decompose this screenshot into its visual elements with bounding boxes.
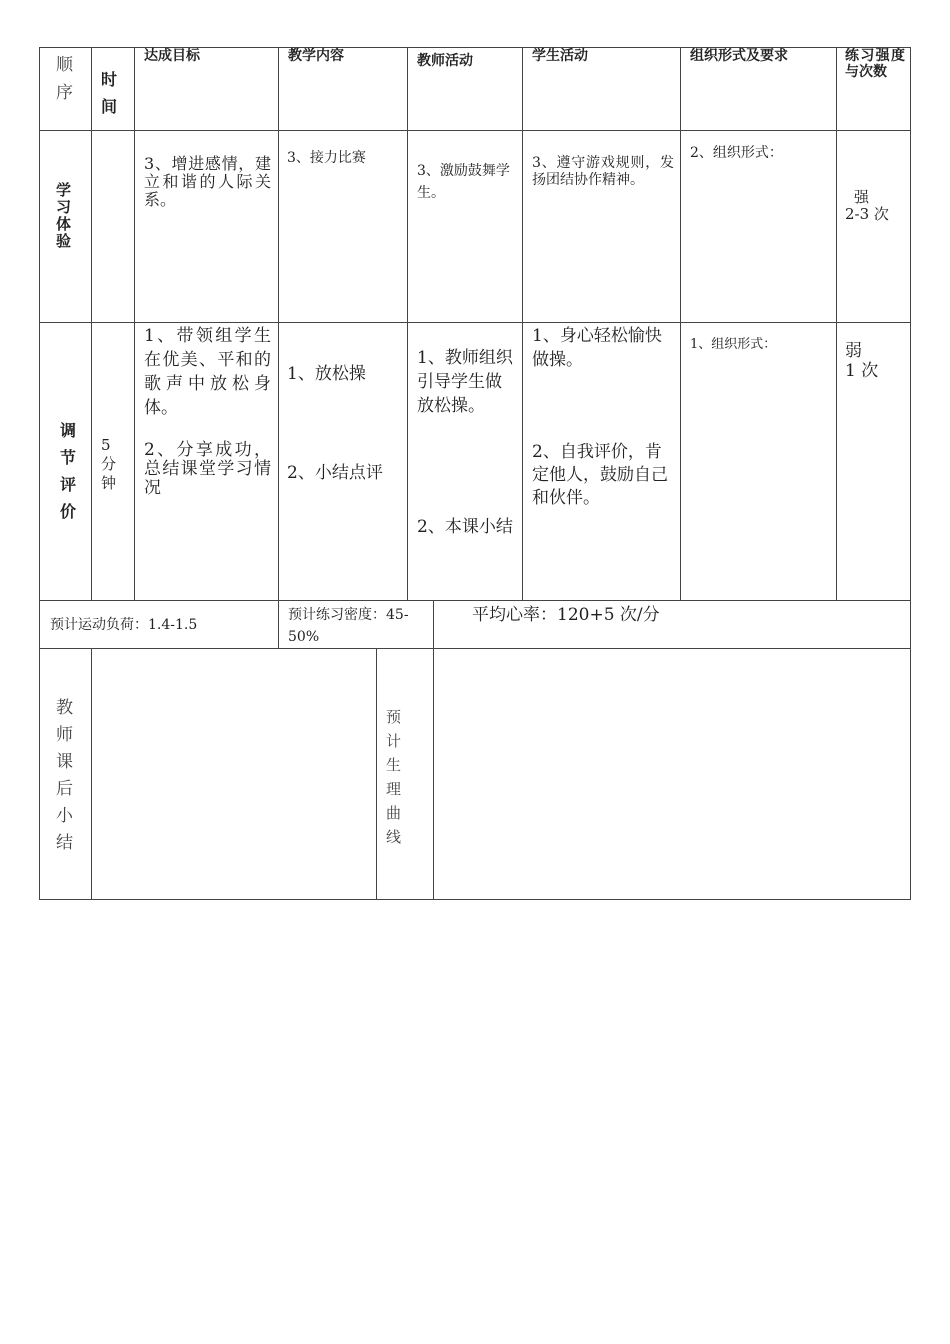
row-adjust-organization: 1、组织形式： <box>690 337 777 352</box>
row-adjust-content-2: 2、小结点评 <box>287 463 383 483</box>
summary-load: 预计运动负荷：1.4-1.5 <box>50 617 198 633</box>
col-divider-4 <box>407 47 408 601</box>
rule-right <box>910 47 911 900</box>
bottom-divider-1 <box>91 648 92 900</box>
header-order: 顺序 <box>56 55 73 103</box>
row-adjust-student-2: 2、自我评价，肯定他人，鼓励自己和伙伴。 <box>532 442 668 508</box>
rule-row2-bottom <box>39 600 911 601</box>
row-learning-student: 3、遵守游戏规则，发扬团结协作精神。 <box>532 155 674 188</box>
rule-left <box>39 47 40 900</box>
row-adjust-teacher-1: 1、教师组织引导学生做放松操。 <box>417 348 513 416</box>
row-adjust-content-1: 1、放松操 <box>287 364 366 384</box>
col-divider-7 <box>836 47 837 601</box>
rule-row1-bottom <box>39 322 911 323</box>
row-adjust-intensity-count: 1 次 <box>845 361 879 381</box>
reflection-label: 教师课后小结 <box>56 698 73 853</box>
col-divider-2 <box>134 47 135 601</box>
curve-area <box>442 660 902 890</box>
reflection-text[interactable] <box>100 660 370 890</box>
header-goals: 达成目标 <box>144 48 200 64</box>
summary-divider-1 <box>278 600 279 649</box>
summary-heart-rate: 平均心率：120+5 次/分 <box>472 605 660 625</box>
row-learning-goal: 3、增进感情，建立和谐的人际关系。 <box>144 154 271 209</box>
header-content: 教学内容 <box>288 48 344 64</box>
col-divider-5 <box>522 47 523 601</box>
bottom-divider-2 <box>376 648 377 900</box>
row-adjust-intensity-level: 弱 <box>845 341 862 361</box>
rule-summary-bottom <box>39 648 911 649</box>
row-learning-intensity-count: 2-3 次 <box>845 205 889 223</box>
col-divider-6 <box>680 47 681 601</box>
row-adjust-student-1: 1、身心轻松愉快做操。 <box>532 326 662 370</box>
row-adjust-goal-1: 1、带领组学生在优美、平和的歌声中放松身体。 <box>144 326 271 418</box>
row-learning-content: 3、接力比赛 <box>287 150 366 166</box>
col-divider-1 <box>91 47 92 601</box>
curve-label: 预计生理曲线 <box>386 708 402 846</box>
row-adjust-goal-2: 2、分享成功，总结课堂学习情况 <box>144 440 271 498</box>
header-time: 时间 <box>101 70 118 116</box>
summary-density: 预计练习密度：45-50% <box>288 607 409 645</box>
row-learning-teacher: 3、激励鼓舞学生。 <box>417 163 510 201</box>
row-adjust-section: 调节评价 <box>60 421 77 521</box>
row-learning-section: 学习体验 <box>56 181 72 250</box>
header-organization: 组织形式及要求 <box>690 48 788 64</box>
header-intensity: 练习强度与次数 <box>845 48 905 80</box>
bottom-divider-3 <box>433 648 434 900</box>
row-learning-organization: 2、组织形式： <box>690 145 783 161</box>
rule-header-bottom <box>39 130 911 131</box>
rule-bottom <box>39 899 911 900</box>
header-teacher: 教师活动 <box>417 53 473 69</box>
row-adjust-time: 5分钟 <box>101 436 117 492</box>
row-learning-intensity-level: 强 <box>854 188 870 206</box>
col-divider-3 <box>278 47 279 601</box>
header-student: 学生活动 <box>532 48 588 64</box>
summary-divider-2 <box>433 600 434 649</box>
row-adjust-teacher-2: 2、本课小结 <box>417 517 513 537</box>
